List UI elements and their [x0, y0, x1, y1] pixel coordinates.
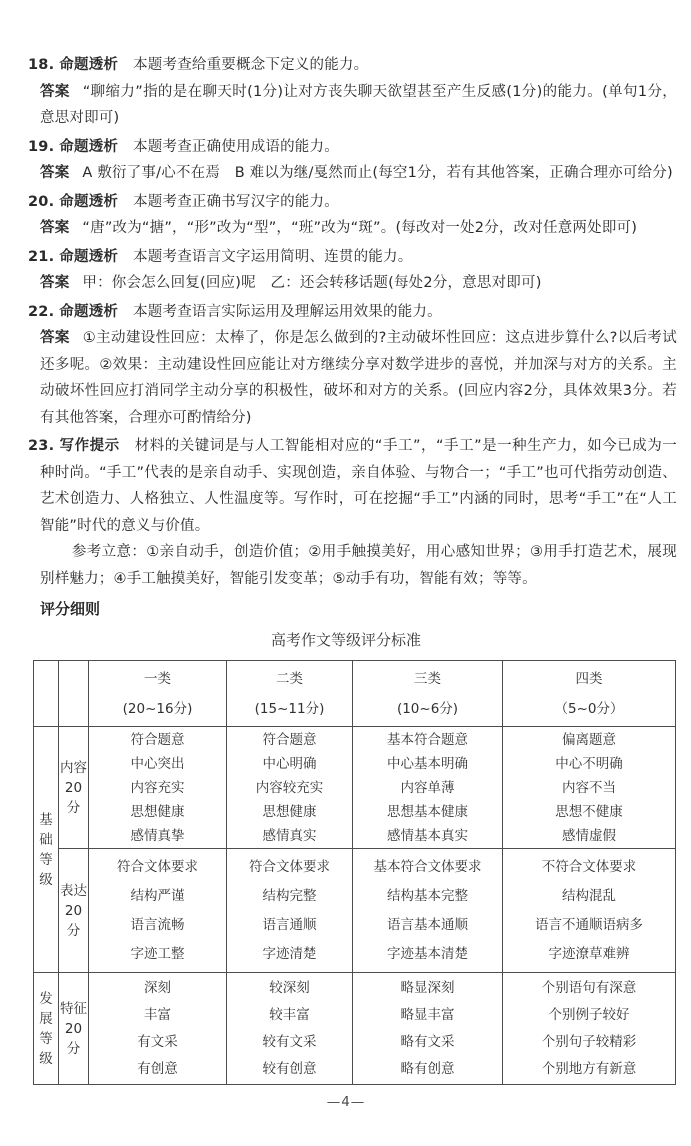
analysis-label: 命题透析 [59, 303, 119, 320]
col-header-class1 [89, 661, 227, 727]
rubric-cell: 略显深刻 略显丰富 略有文采 略有创意 [353, 973, 503, 1085]
analysis-text: 本题考查给重要概念下定义的能力。 [133, 57, 369, 73]
answer-paragraph [40, 325, 677, 431]
rubric-section-heading: 评分细则 [40, 600, 101, 618]
writing-hint-text: 材料的关键词是与人工智能相对应的“手工”，“手工”是一种生产力，如今已成为一种时尚。“手工”代表的是亲自动手、实现创造，亲自体验、与物合一；“手工”也可代指劳动创造、艺术创造力、人格独立、人性温度等。写作时，可在挖掘“手工”内涵的同时，思考“手工”在“人工智能”时代的意义与价值。 [40, 438, 677, 534]
rubric-cell: 偏离题意 中心不明确 内容不当 思想不健康 感情虚假 [503, 727, 676, 849]
answer-text: “唐”改为“搪”，“形”改为“型”，“班”改为“斑”。(每改对一处2分，改对任意两处即可) [82, 220, 638, 236]
question-head [15, 244, 677, 271]
question-number: 22. [28, 303, 55, 320]
analysis-label: 命题透析 [59, 248, 119, 265]
rubric-cell: 符合文体要求 结构严谨 语言流畅 字迹工整 [89, 849, 227, 973]
essay-scoring-table [33, 660, 676, 1085]
answer-label: 答案 [40, 83, 70, 100]
table-row-feature [34, 973, 676, 1085]
answer-label: 答案 [40, 165, 70, 181]
question-head [15, 189, 677, 216]
question-head [15, 433, 677, 539]
col-header-class4 [503, 661, 676, 727]
aspect-expression: 表达20分 [59, 849, 89, 973]
rubric-cell: 符合文体要求 结构完整 语言通顺 字迹清楚 [227, 849, 353, 973]
question-head [15, 52, 677, 79]
table-row-content [34, 727, 676, 849]
rubric-cell: 符合题意 中心突出 内容充实 思想健康 感情真挚 [89, 727, 227, 849]
rubric-cell: 基本符合文体要求 结构基本完整 语言基本通顺 字迹基本清楚 [353, 849, 503, 973]
analysis-label: 命题透析 [59, 193, 119, 210]
question-number: 19. [28, 138, 55, 155]
class-name: 四类 [575, 670, 603, 687]
analysis-text: 本题考查正确书写汉字的能力。 [133, 193, 339, 210]
rubric-cell: 个别语句有深意 个别例子较好 个别句子较精彩 个别地方有新意 [503, 973, 676, 1085]
col-header-class2 [227, 661, 353, 727]
question-item-21 [15, 244, 677, 297]
aspect-feature: 特征20分 [59, 973, 89, 1085]
class-name: 二类 [276, 670, 303, 687]
rubric-cell: 符合题意 中心明确 内容较充实 思想健康 感情真实 [227, 727, 353, 849]
answer-text: 甲：你会怎么回复(回应)呢 乙：还会转移话题(每处2分，意思对即可) [82, 275, 542, 291]
class-name: 一类 [144, 670, 171, 687]
answer-text: A 敷衍了事/心不在焉 B 难以为继/戛然而止(每空1分，若有其他答案，正确合理亦可给分) [82, 165, 673, 181]
question-item-19 [15, 134, 677, 187]
col-header-class3 [353, 661, 503, 727]
table-header-row [34, 661, 676, 727]
header-empty-cell [59, 661, 89, 727]
row-group-development-level: 发展等级 [34, 973, 59, 1085]
answer-paragraph [40, 79, 677, 132]
scoring-table-title: 高考作文等级评分标准 [270, 631, 421, 649]
answer-label: 答案 [40, 275, 70, 291]
question-number: 21. [28, 248, 55, 265]
class-score-range: (15~11分) [254, 700, 325, 717]
answer-paragraph [40, 160, 677, 187]
reference-ideas-paragraph: 参考立意：①亲自动手，创造价值；②用手触摸美好，用心感知世界；③用手打造艺术，展现别样魅力；④手工触摸美好，智能引发变革；⑤动手有功，智能有效；等等。 [40, 544, 677, 587]
answer-text: ①主动建设性回应：太棒了，你是怎么做到的?主动破坏性回应：这点进步算什么?以后考试还多呢。②效果：主动建设性回应能让对方继续分享对数学进步的喜悦，并加深与对方的关系。主动破坏性回应打消同学主动分享的积极性，破坏和对方的关系。(回应内容2分，具体效果3分。若有其他答案，合理亦可酌情给分) [40, 330, 677, 426]
analysis-text: 本题考查语言文字运用简明、连贯的能力。 [133, 248, 413, 265]
class-score-range: (20~16分) [122, 700, 193, 717]
question-head [15, 134, 677, 161]
analysis-text: 本题考查语言实际运用及理解运用效果的能力。 [133, 303, 442, 320]
answer-paragraph [40, 215, 677, 242]
question-item-23 [15, 433, 677, 592]
answer-text: “聊缩力”指的是在聊天时(1分)让对方丧失聊天欲望甚至产生反感(1分)的能力。(单句1分，意思对即可) [40, 83, 678, 126]
question-item-22 [15, 299, 677, 432]
question-item-18 [15, 52, 677, 132]
answer-paragraph [40, 270, 677, 297]
rubric-cell: 深刻 丰富 有文采 有创意 [89, 973, 227, 1085]
question-head [15, 299, 677, 326]
class-score-range: (10~6分) [396, 700, 459, 717]
question-item-20 [15, 189, 677, 242]
class-name: 三类 [414, 670, 441, 687]
rubric-cell: 基本符合题意 中心基本明确 内容单薄 思想基本健康 感情基本真实 [353, 727, 503, 849]
question-number: 23. [28, 438, 55, 454]
question-number: 20. [28, 193, 55, 210]
table-row-expression [34, 849, 676, 973]
writing-hint-label: 写作提示 [59, 438, 120, 454]
row-group-basic-level: 基础等级 [34, 727, 59, 973]
question-number: 18. [28, 57, 55, 73]
header-empty-cell [34, 661, 59, 727]
analysis-label: 命题透析 [59, 57, 119, 73]
page-number: —4— [326, 1094, 366, 1110]
rubric-cell: 不符合文体要求 结构混乱 语言不通顺语病多 字迹潦草难辨 [503, 849, 676, 973]
answer-label: 答案 [40, 330, 70, 346]
answer-label: 答案 [40, 220, 70, 236]
aspect-content: 内容20分 [59, 727, 89, 849]
analysis-label: 命题透析 [59, 138, 119, 155]
analysis-text: 本题考查正确使用成语的能力。 [133, 138, 339, 155]
class-score-range: （5~0分） [554, 700, 624, 717]
rubric-cell: 较深刻 较丰富 较有文采 较有创意 [227, 973, 353, 1085]
